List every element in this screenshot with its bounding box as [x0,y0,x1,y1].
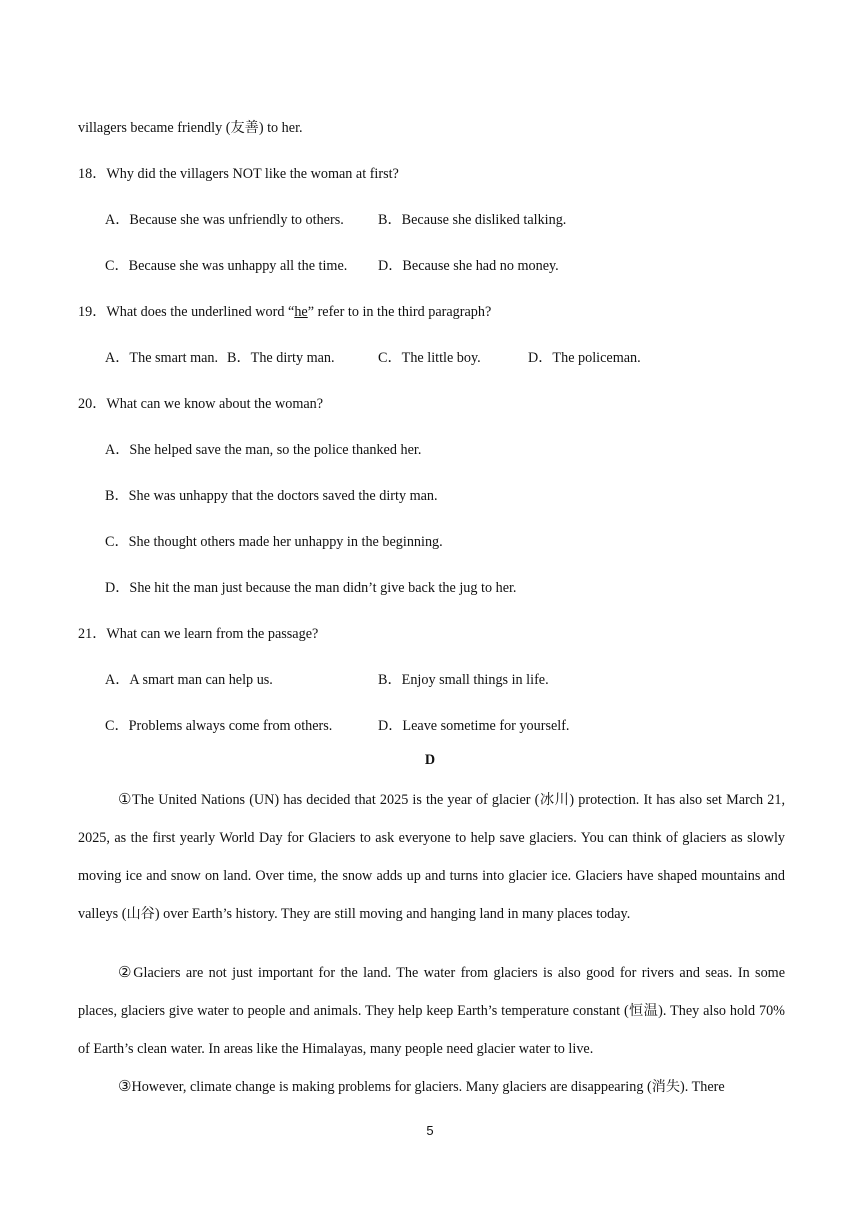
question-20-option-b: B．She was unhappy that the doctors saved the dirty man. [105,488,438,504]
question-19-option-b: B．The dirty man. [227,350,335,366]
question-18-option-c: C．Because she was unhappy all the time. [105,258,348,274]
question-19-stem [78,301,491,321]
question-20-option-d: D．She hit the man just because the man didn’t give back the jug to her. [105,580,517,596]
question-21-option-d: D．Leave sometime for yourself. [378,718,570,734]
question-20-option-c: C．She thought others made her unhappy in the beginning. [105,534,443,550]
continuation-text: villagers became friendly (友善) to her. [78,120,303,136]
question-19-option-a: A．The smart man. [105,350,219,366]
question-20-stem: 20．What can we know about the woman? [78,396,324,412]
question-18-option-b: B．Because she disliked talking. [378,212,567,228]
question-18-option-a: A．Because she was unfriendly to others. [105,212,344,228]
question-19-stem-after: ” refer to in the third paragraph? [307,304,492,320]
paragraph-3 [78,1067,785,1106]
question-18-stem: 18．Why did the villagers NOT like the woman at first? [78,166,399,182]
page-number: 5 [426,1123,434,1138]
question-21-stem: 21．What can we learn from the passage? [78,626,319,642]
underlined-word: he [294,304,308,320]
paragraph-marker: ① [118,790,133,808]
question-21-option-a: A．A smart man can help us. [105,672,273,688]
question-19-option-d: D．The policeman. [528,350,641,366]
question-21-option-c: C．Problems always come from others. [105,718,333,734]
paragraph-marker: ③ [118,1077,132,1095]
section-heading: D [424,752,436,768]
paragraph-1 [78,780,785,933]
paragraph-text: The United Nations (UN) has decided that 2025 is the year of glacier (冰川) protection. It has also set March 21, 2025, as the first yearly World Day for Glaciers to ask everyone to help save glaciers. You can think of glaciers as slowly moving ice and snow on land. Over time, the snow adds up and turns into glacier ice. Glaciers have shaped mountains and valleys (山谷) over Earth’s history. They are still moving and hanging land in many places today. [78,792,786,922]
question-18-option-d: D．Because she had no money. [378,258,559,274]
paragraph-text: However, climate change is making problems for glaciers. Many glaciers are disappearing (消失). There [131,1079,725,1095]
paragraph-marker: ② [118,963,134,981]
paragraph-2 [78,953,785,1068]
question-21-option-b: B．Enjoy small things in life. [378,672,549,688]
paragraph-text: Glaciers are not just important for the land. The water from glaciers is also good for rivers and seas. In some places, glaciers give water to people and animals. They help keep Earth’s temperature constant (恒温). They also hold 70% of Earth’s clean water. In areas like the Himalayas, many people need glacier water to live. [78,965,785,1057]
question-19-stem-before: 19．What does the underlined word “ [78,304,295,320]
question-20-option-a: A．She helped save the man, so the police thanked her. [105,442,422,458]
question-19-option-c: C．The little boy. [378,350,481,366]
